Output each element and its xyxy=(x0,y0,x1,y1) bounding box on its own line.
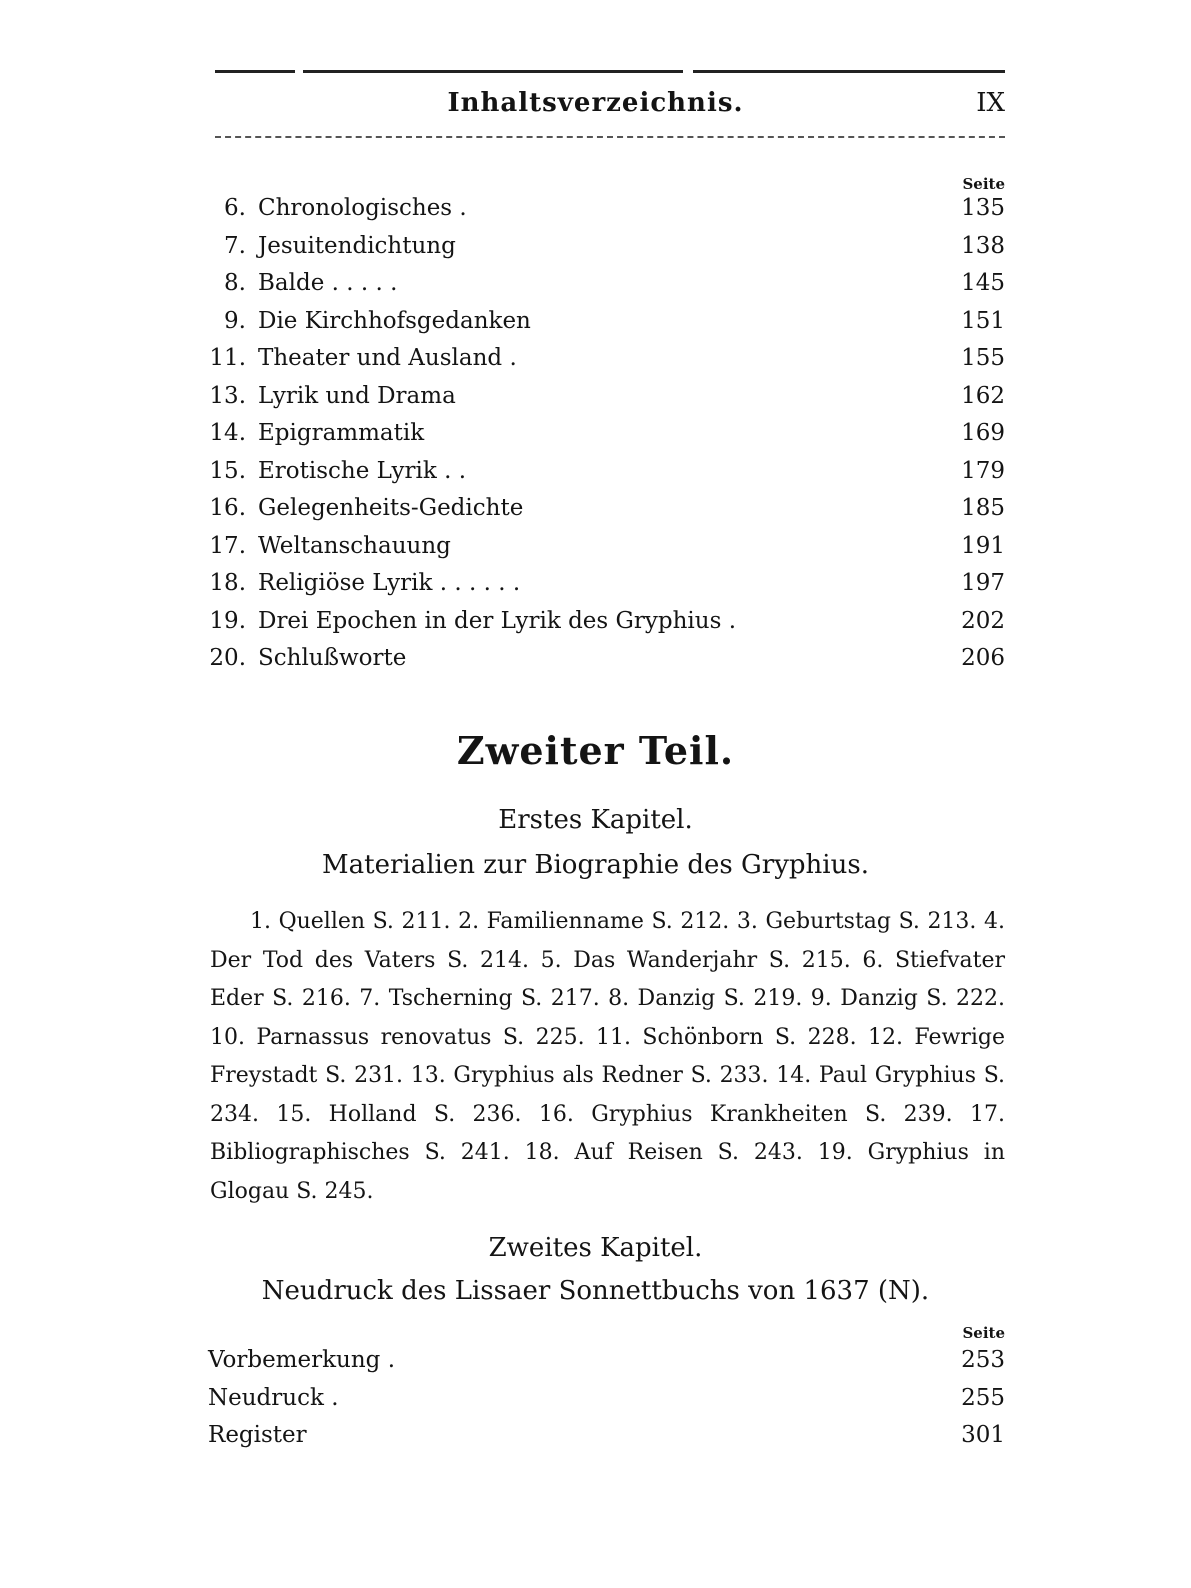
page-number: IX xyxy=(976,88,1005,118)
toc-entry xyxy=(208,490,1005,528)
seite-label: Seite xyxy=(962,175,1005,193)
toc-entry-page: 185 xyxy=(961,495,1005,521)
toc-entry-num: 15. xyxy=(209,457,246,484)
toc-entry-page: 151 xyxy=(961,307,1005,334)
header-rule-dashed xyxy=(215,136,1005,138)
part-title: Zweiter Teil. xyxy=(456,728,735,773)
chapter2-title: Neudruck des Lissaer Sonnettbuchs von 1637 (N). xyxy=(261,1276,930,1306)
toc-entry-page: 255 xyxy=(961,1384,1005,1411)
toc-entry-page: 138 xyxy=(961,232,1005,259)
toc-entry-page: 162 xyxy=(961,382,1005,409)
toc-entry xyxy=(208,415,1005,453)
toc-entry xyxy=(208,378,1005,416)
toc-entry-num: 6. xyxy=(224,195,246,221)
toc-entry xyxy=(208,565,1005,603)
toc-entry-page: 206 xyxy=(961,645,1005,671)
toc-entry xyxy=(208,190,1005,228)
toc-entry-page: 253 xyxy=(961,1347,1005,1373)
toc-entry-num: 20. xyxy=(209,645,246,671)
toc-entry-num: 16. xyxy=(209,495,246,521)
toc-entry xyxy=(208,303,1005,341)
toc-entry-num: 8. xyxy=(224,270,246,296)
toc-entry-title: Lyrik und Drama xyxy=(258,382,456,409)
toc-entry-title: Erotische Lyrik . . xyxy=(258,457,467,484)
chapter1-contents: 1. Quellen S. 211. 2. Familienname S. 212. 3. Geburtstag S. 213. 4. Der Tod des Vaters S. 214. 5. Das Wanderjahr S. 215. 6. Stiefvater Eder S. 216. 7. Tscherning S. 217. 8. Danzig S. 219. 9. Danzig S. 222. 10. Parnassus renovatus S. 225. 11. Schönborn S. 228. 12. Fewrige Freystadt S. 231. 13. Gryphius als Redner S. 233. 14. Paul Gryphius S. 234. 15. Holland S. 236. 16. Gryphius Krankheiten S. 239. 17. Bibliographisches S. 241. 18. Auf Reisen S. 243. 19. Gryphius in Glogau S. 245. xyxy=(210,909,1005,1204)
toc-entry-page: 179 xyxy=(961,457,1005,484)
toc-entry xyxy=(208,603,1005,641)
toc-entry-num: 9. xyxy=(224,307,246,334)
toc-entry-title: Religiöse Lyrik . . . . . . xyxy=(258,570,521,596)
toc-entry-page: 202 xyxy=(961,607,1005,634)
toc-entry-title: Jesuitendichtung xyxy=(258,232,456,259)
toc-entry-num: 13. xyxy=(209,382,246,409)
toc-entry-page: 145 xyxy=(961,270,1005,296)
toc-entry-num: 17. xyxy=(209,532,246,559)
toc-entry-title: Chronologisches . xyxy=(258,195,467,221)
toc-entry-title: Drei Epochen in der Lyrik des Gryphius . xyxy=(258,607,737,634)
toc-entry-title: Theater und Ausland . xyxy=(258,345,517,371)
toc-entry-page: 301 xyxy=(961,1422,1005,1448)
header-rule-top xyxy=(215,70,1005,74)
toc-entry-title: Neudruck . xyxy=(208,1384,339,1411)
chapter1-label: Erstes Kapitel. xyxy=(498,805,693,835)
toc-entry-title: Die Kirchhofsgedanken xyxy=(258,307,531,334)
toc-entry-page: 169 xyxy=(961,420,1005,446)
toc-entry-num: 7. xyxy=(224,232,246,259)
toc-entry-title: Epigrammatik xyxy=(258,420,425,446)
toc-entry-page: 155 xyxy=(961,345,1005,371)
toc-entry xyxy=(208,528,1005,566)
toc-entry-title: Schlußworte xyxy=(258,645,407,671)
toc-entry-title: Gelegenheits-Gedichte xyxy=(258,495,524,521)
toc-entry xyxy=(208,265,1005,303)
seite-label: Seite xyxy=(962,1324,1005,1342)
chapter2-label: Zweites Kapitel. xyxy=(488,1233,703,1263)
toc-entry-num: 18. xyxy=(209,570,246,596)
toc-entry xyxy=(208,340,1005,378)
toc-entry-title: Vorbemerkung . xyxy=(208,1347,395,1373)
toc-part1 xyxy=(208,190,1005,678)
toc-entry-num: 11. xyxy=(209,345,246,371)
toc-entry-title: Weltanschauung xyxy=(258,532,451,559)
chapter1-title: Materialien zur Biographie des Gryphius. xyxy=(322,850,869,880)
toc-entry xyxy=(208,453,1005,491)
toc-entry xyxy=(208,640,1005,678)
toc-entry xyxy=(208,1342,1005,1380)
toc-entry-num: 19. xyxy=(209,607,246,634)
toc-entry xyxy=(208,228,1005,266)
toc-entry-page: 191 xyxy=(961,532,1005,559)
toc-part2 xyxy=(208,1342,1005,1455)
toc-entry xyxy=(208,1380,1005,1418)
toc-entry xyxy=(208,1417,1005,1455)
toc-entry-title: Balde . . . . . xyxy=(258,270,398,296)
toc-entry-num: 14. xyxy=(209,420,246,446)
running-head-title: Inhaltsverzeichnis. xyxy=(447,88,744,118)
toc-entry-title: Register xyxy=(208,1422,307,1448)
toc-entry-page: 197 xyxy=(961,570,1005,596)
toc-entry-page: 135 xyxy=(961,195,1005,221)
